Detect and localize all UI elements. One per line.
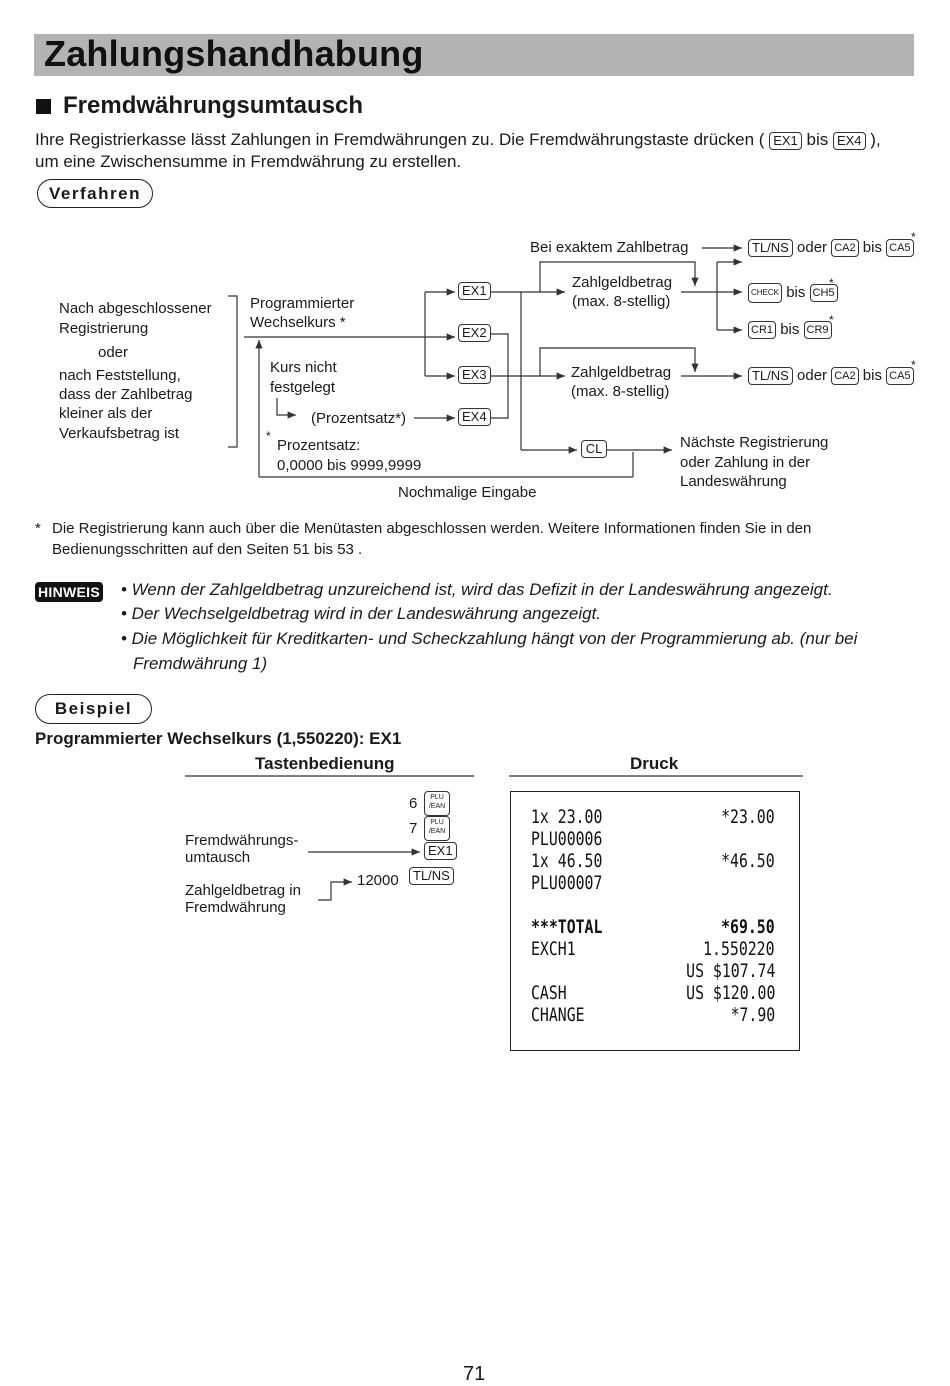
key-ex2: EX2 (458, 324, 491, 342)
start-condition-2: Registrierung (59, 320, 149, 337)
step-2-number: 7 (409, 820, 418, 837)
tendered-2-line1: Zahlgeldbetrag (571, 364, 672, 381)
route-star-1: * (911, 230, 916, 244)
key-ca2: CA2 (831, 367, 858, 385)
next-registration-1: Nächste Registrierung (680, 434, 829, 451)
key-ca2: CA2 (831, 239, 858, 257)
percent-note-star: * (266, 429, 271, 443)
receipt-line-right: 1.550220 (703, 938, 775, 960)
key-plu-ean: PLU /EAN (424, 816, 450, 841)
hinweis-item-3-cont: Fremdwährung 1) (133, 654, 268, 673)
key-cl: CL (581, 440, 607, 458)
receipt-line-right: *46.50 (721, 850, 775, 872)
key-tlns: TL/NS (748, 239, 793, 257)
intro-text: Ihre Registrierkasse lässt Zahlungen in Fremdwährungen zu. Die Fremdwährungstaste drücken ( EX1 bis EX4 ), um eine Zwischensumme in Fremdwährung zu erstellen. (35, 130, 881, 171)
key-plu-ean: PLU /EAN (424, 791, 450, 816)
tender-amount: 12000 (357, 872, 399, 889)
route-star-4: * (911, 358, 916, 372)
exact-amount-label: Bei exaktem Zahlbetrag (530, 239, 689, 256)
start-condition-6: Verkaufsbetrag ist (59, 425, 180, 442)
receipt-line-left: EXCH1 (531, 938, 576, 960)
page-title: Zahlungshandhabung (44, 33, 424, 74)
key-cr9: CR9 (804, 321, 832, 339)
example-pill: Beispiel (35, 694, 152, 724)
receipt-line-right: US $120.00 (685, 982, 775, 1004)
route-check: CHECK bis CH5 (748, 283, 838, 303)
rate-not-set-2: festgelegt (270, 379, 336, 396)
key-ex4: EX4 (833, 132, 866, 150)
tendered-2-line2: (max. 8-stellig) (571, 383, 670, 400)
percent-note-2: 0,0000 bis 9999,9999 (277, 457, 422, 474)
route-tlns-2: TL/NS oder CA2 bis CA5 (748, 366, 914, 385)
exchange-label-1: Fremdwährungs- (185, 832, 299, 849)
start-condition-3: nach Feststellung, (59, 367, 181, 384)
receipt-line-left: CASH (531, 982, 567, 1004)
rate-not-set-1: Kurs nicht (270, 359, 337, 376)
route-credit: CR1 bis CR9 (748, 320, 832, 339)
next-registration-2: oder Zahlung in der (680, 454, 811, 471)
tender-label-2: Fremdwährung (185, 899, 286, 916)
tender-label-1: Zahlgeldbetrag in (185, 882, 301, 899)
percent-note-1: Prozentsatz: (277, 437, 361, 454)
hinweis-item-2: • Der Wechselgeldbetrag wird in der Landeswährung angezeigt. (121, 604, 602, 623)
receipt-line-right: *23.00 (721, 806, 775, 828)
receipt-line-right: US $107.74 (685, 960, 775, 982)
example-heading: Programmierter Wechselkurs (1,550220): EX1 (35, 729, 402, 748)
receipt-line-left: PLU00006 (531, 828, 603, 850)
key-ca5: CA5 (886, 239, 913, 257)
receipt-line-left: ***TOTAL (531, 916, 603, 938)
receipt-line-left: PLU00007 (531, 872, 603, 894)
receipt-line-left: 1x 46.50 (531, 850, 603, 872)
programmed-rate-1: Programmierter (250, 295, 355, 312)
key-ex1: EX1 (458, 282, 491, 300)
key-tlns: TL/NS (748, 367, 793, 385)
footnote-line-1: Die Registrierung kann auch über die Menütasten abgeschlossen werden. Weitere Informationen finden Sie in den (52, 520, 812, 537)
start-condition-1: Nach abgeschlossener (59, 300, 212, 317)
footnote-line-2: Bedienungsschritten auf den Seiten 51 bis 53 . (52, 541, 363, 558)
step-1-number: 6 (409, 795, 418, 812)
receipt-line-right: *69.50 (721, 916, 775, 938)
programmed-rate-2: Wechselkurs * (250, 314, 346, 331)
receipt-line-right: *7.90 (730, 1004, 775, 1026)
route-tlns-1: TL/NS oder CA2 bis CA5 (748, 238, 914, 257)
key-ca5: CA5 (886, 367, 913, 385)
page-number: 71 (463, 1363, 486, 1385)
col-print: Druck (630, 754, 679, 773)
route-star-3: * (829, 313, 834, 327)
start-condition-or: oder (98, 344, 129, 361)
procedure-pill: Verfahren (37, 179, 153, 208)
start-condition-4: dass der Zahlbetrag (59, 386, 193, 403)
start-condition-5: kleiner als der (59, 405, 153, 422)
tendered-1-line1: Zahlgeldbetrag (572, 274, 673, 291)
next-registration-3: Landeswährung (680, 473, 787, 490)
key-ex1: EX1 (424, 842, 457, 860)
hinweis-item-3: • Die Möglichkeit für Kreditkarten- und Scheckzahlung hängt von der Programmierung ab. (nur bei (121, 629, 858, 648)
section-title: Fremdwährungsumtausch (63, 92, 364, 119)
key-cr1: CR1 (748, 321, 776, 339)
col-key-operation: Tastenbedienung (255, 754, 395, 773)
receipt-line-left: 1x 23.00 (531, 806, 603, 828)
key-tlns: TL/NS (409, 867, 454, 885)
footnote-star: * (35, 520, 41, 537)
key-ex4: EX4 (458, 408, 491, 426)
exchange-label-2: umtausch (185, 849, 251, 866)
key-check: CHECK (748, 283, 782, 303)
key-ch5: CH5 (810, 284, 838, 302)
receipt-line-left: CHANGE (531, 1004, 585, 1026)
reentry-label: Nochmalige Eingabe (398, 484, 537, 501)
key-ex1: EX1 (769, 132, 802, 150)
percent-label: (Prozentsatz*) (311, 410, 407, 427)
key-ex3: EX3 (458, 366, 491, 384)
hinweis-item-1: • Wenn der Zahlgeldbetrag unzureichend ist, wird das Defizit in der Landeswährung angezeigt. (121, 580, 833, 599)
tendered-1-line2: (max. 8-stellig) (572, 293, 671, 310)
hinweis-badge: HINWEIS (35, 582, 103, 602)
receipt (510, 791, 800, 1051)
route-star-2: * (829, 276, 834, 290)
